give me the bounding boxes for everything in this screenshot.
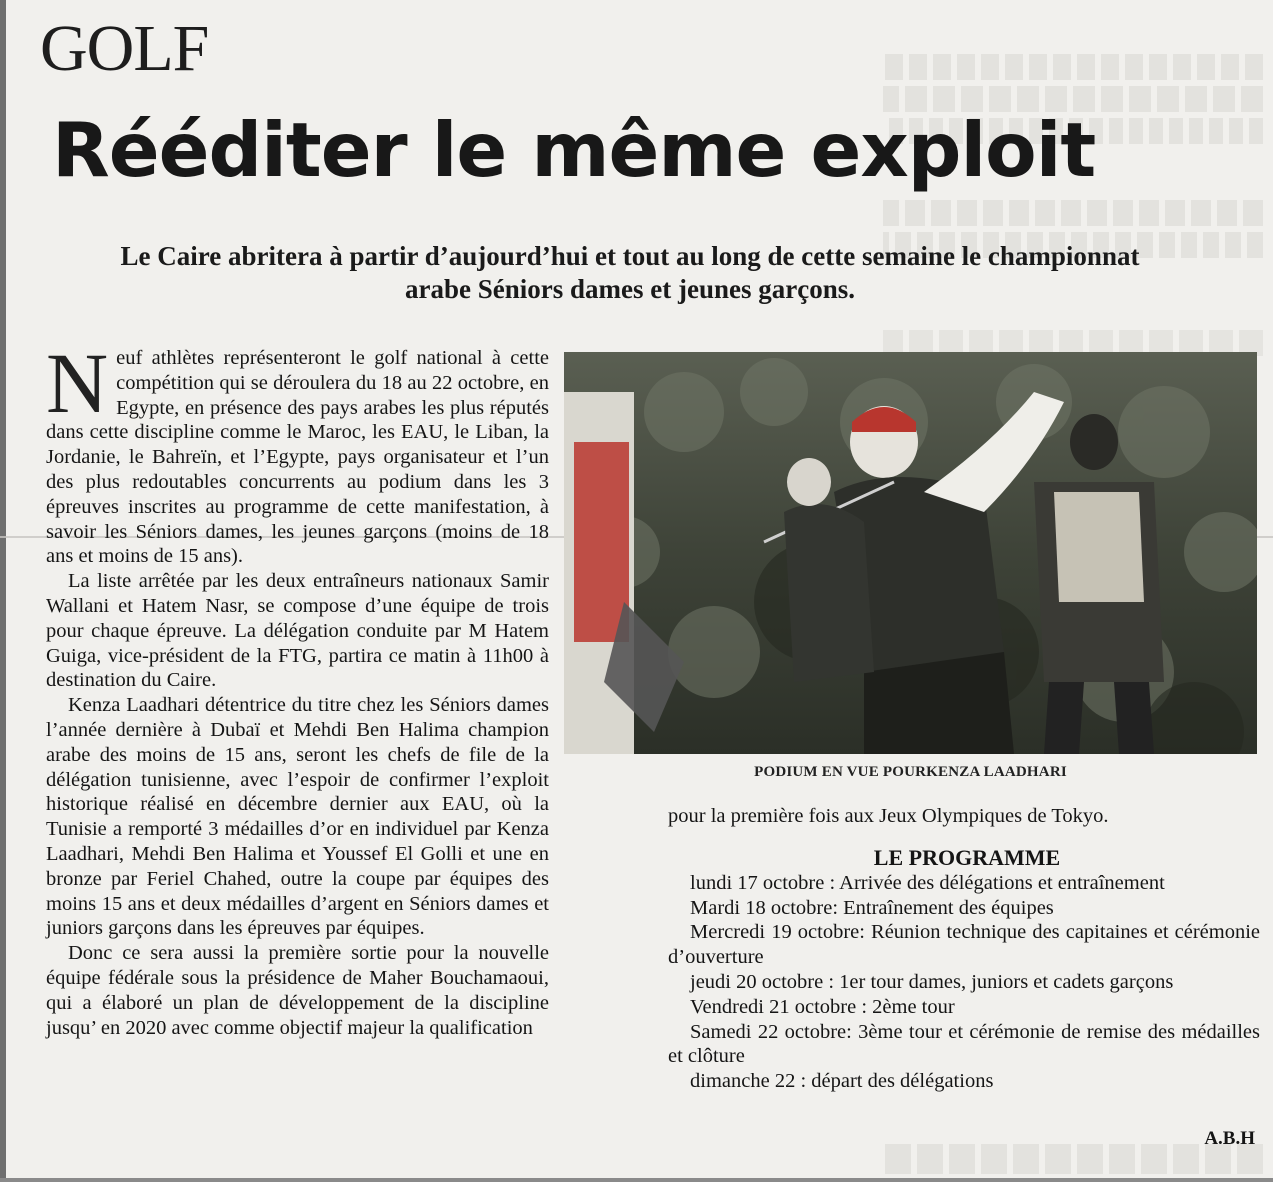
programme-item: Mercredi 19 octobre: Réunion technique des capitaines et cérémonie d’ouverture [668,921,1260,969]
author-signature: A.B.H [1204,1128,1255,1149]
paragraph-1-text: euf athlètes représenteront le golf national à cette compétition qui se déroulera du 18 au 22 octobre, en Egypte, en présence des pays arabes les plus réputés dans cette discipline comme le Maroc, les EAU, le Liban, la Jordanie, le Bahreïn, et l’Egypte, pays organisateur et l’un des plus redoutables concurrents au podium dans les 3 épreuves inscrites au programme de cette manifestation, à savoir les Séniors dames, les jeunes garçons (moins de 18 ans et moins de 15 ans). [46,347,549,568]
programme-item: Mardi 18 octobre: Entraînement des équipes [690,896,1054,919]
programme-title: LE PROGRAMME [873,844,1061,870]
article-left-column [46,335,549,1040]
article-paragraph-4-continued: pour la première fois aux Jeux Olympiques de Tokyo. [668,805,1109,827]
golfer-photo [564,352,1257,754]
article-paragraph-2: La liste arrêtée par les deux entraîneurs nationaux Samir Wallani et Hatem Nasr, se compose d’une équipe de trois pour chaque épreuve. La délégation conduite par M Hatem Guiga, vice-président de la FTG, partira ce matin à 11h00 à destination du Caire. [46,570,549,692]
photo-caption: PODIUM EN VUE POURKENZA LAADHARI [754,764,1067,780]
headline: Rééditer le même exploit [52,106,1096,194]
article-paragraph-4: Donc ce sera aussi la première sortie pour la nouvelle équipe fédérale sous la présidence de Maher Bouchamaoui, qui a élaboré un plan de développement de la discipline jusqu’ en 2020 avec comme objectif majeur la qualification [46,942,549,1039]
programme-item: jeudi 20 octobre : 1er tour dames, juniors et cadets garçons [690,970,1174,993]
page-edge [0,0,6,1182]
drop-cap: N [46,335,109,431]
programme-item: lundi 17 octobre : Arrivée des délégations et entraînement [690,871,1165,894]
programme-item: Samedi 22 octobre: 3ème tour et cérémonie de remise des médailles et clôture [668,1020,1260,1068]
article-paragraph-3: Kenza Laadhari détentrice du titre chez les Séniors dames l’année dernière à Dubaï et Mehdi Ben Halima champion arabe des moins de 15 ans, seront les chefs de file de la délégation tunisienne, avec l’espoir de confirmer l’exploit historique réalisé en décembre dernier aux EAU, où la Tunisie a remporté 3 médailles d’or en individuel par Kenza Laadhari, Mehdi Ben Halima et Youssef El Golli et une en bronze par Feriel Chahed, outre la coupe par équipes des moins 15 ans et deux médailles d’argent en Séniors dames et juniors garçons dans les épreuves par équipes. [46,694,549,940]
section-label: GOLF [40,12,209,85]
programme-item: Vendredi 21 octobre : 2ème tour [690,995,955,1018]
article-paragraph-1 [46,335,549,569]
page-bottom-edge [0,1178,1273,1182]
subheadline: Le Caire abritera à partir d’aujourd’hui et tout au long de cette semaine le championnat arabe Séniors dames et jeunes garçons. [120,241,1140,304]
article-right-column [668,804,1260,1094]
programme-item: dimanche 22 : départ des délégations [690,1070,994,1093]
